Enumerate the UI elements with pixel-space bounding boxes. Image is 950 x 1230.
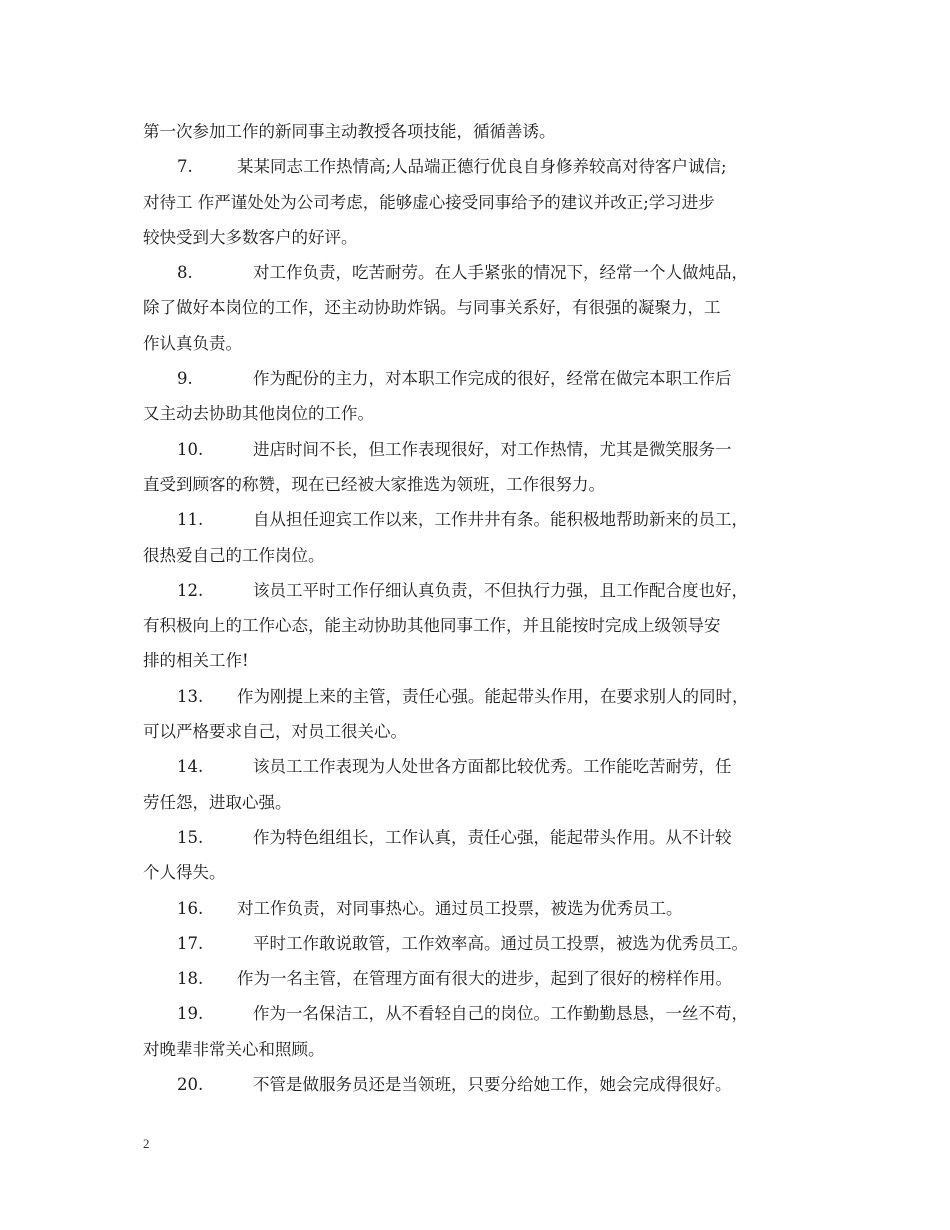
item-number: 7.: [177, 157, 193, 177]
item-number: 8.: [177, 263, 193, 283]
paragraph-line: [143, 1032, 808, 1067]
list-item-8: [143, 255, 808, 290]
list-item-18: [143, 961, 808, 996]
line-text: 较快受到大多数客户的好评。: [143, 227, 358, 247]
line-text: 作为特色组组长，工作认真，责任心强，能起带头作用。从不计较: [253, 827, 732, 847]
line-text: 除了做好本岗位的工作，还主动协助炸锅。与同事关系好，有很强的凝聚力，工: [143, 298, 721, 318]
item-number: 15.: [177, 827, 204, 847]
line-text: 作认真负责。: [143, 333, 242, 353]
page-number: 2: [143, 1136, 150, 1151]
item-number: 18.: [177, 969, 204, 989]
list-item-15: [143, 820, 808, 855]
line-text: 某某同志工作热情高;人品端正德行优良自身修养较高对待客户诚信;: [237, 157, 727, 177]
list-item-10: [143, 432, 808, 467]
item-number: 16.: [177, 898, 204, 918]
item-number: 11.: [177, 510, 204, 530]
item-number: 12.: [177, 580, 204, 600]
line-text: 个人得失。: [143, 863, 226, 883]
paragraph-line: [143, 326, 808, 361]
document-body: [143, 114, 808, 1102]
paragraph-line: [143, 290, 808, 325]
paragraph-line: [143, 538, 808, 573]
line-text: 又主动去协助其他岗位的工作。: [143, 404, 374, 424]
paragraph-line: [143, 785, 808, 820]
line-text: 进店时间不长，但工作表现很好，对工作热情，尤其是微笑服务一: [253, 439, 732, 459]
line-text: 劳任怨，进取心强。: [143, 792, 292, 812]
line-text: 第一次参加工作的新同事主动教授各项技能，循循善诱。: [143, 122, 556, 141]
line-text: 不管是做服务员还是当领班，只要分给她工作，她会完成得很好。: [253, 1075, 732, 1095]
item-number: 17.: [177, 933, 204, 953]
line-text: 作为配份的主力，对本职工作完成的很好，经常在做完本职工作后: [253, 369, 732, 389]
list-item-16: [143, 891, 808, 926]
list-item-19: [143, 996, 808, 1031]
item-number: 10.: [177, 439, 204, 459]
line-text: 自从担任迎宾工作以来，工作井井有条。能积极地帮助新来的员工，: [253, 510, 748, 530]
item-number: 13.: [177, 686, 204, 706]
line-text: 可以严格要求自己，对员工很关心。: [143, 722, 407, 742]
line-text: 有积极向上的工作心态，能主动协助其他同事工作，并且能按时完成上级领导安: [143, 616, 721, 636]
item-number: 14.: [177, 757, 204, 777]
line-text: 很热爱自己的工作岗位。: [143, 545, 325, 565]
list-item-13: [143, 679, 808, 714]
paragraph-line: [143, 185, 808, 220]
paragraph-line: [143, 643, 808, 678]
list-item-14: [143, 749, 808, 784]
line-text: 该员工平时工作仔细认真负责，不但执行力强，且工作配合度也好，: [253, 580, 748, 600]
list-item-7: [143, 149, 808, 184]
list-item-11: [143, 502, 808, 537]
line-text: 平时工作敢说敢管，工作效率高。通过员工投票，被选为优秀员工。: [253, 933, 748, 953]
line-text: 对工作负责，吃苦耐劳。在人手紧张的情况下，经常一个人做炖品，: [253, 263, 748, 283]
item-number: 19.: [177, 1004, 204, 1024]
paragraph-line: [143, 855, 808, 890]
list-item-20: [143, 1067, 808, 1102]
item-number: 9.: [177, 369, 193, 389]
line-text: 作为刚提上来的主管，责任心强。能起带头作用，在要求别人的同时，: [237, 686, 749, 706]
paragraph-line: [143, 396, 808, 431]
line-text: 直受到顾客的称赞，现在已经被大家推选为领班，工作很努力。: [143, 474, 605, 494]
paragraph-line: [143, 114, 808, 149]
line-text: 对工作负责，对同事热心。通过员工投票，被选为优秀员工。: [237, 898, 683, 918]
paragraph-line: [143, 714, 808, 749]
paragraph-line: [143, 220, 808, 255]
item-number: 20.: [177, 1075, 204, 1095]
line-text: 对待工 作严谨处处为公司考虑，能够虚心接受同事给予的建议并改正;学习进步: [143, 192, 715, 212]
line-text: 该员工工作表现为人处世各方面都比较优秀。工作能吃苦耐劳，任: [253, 757, 732, 777]
paragraph-line: [143, 467, 808, 502]
list-item-9: [143, 361, 808, 396]
list-item-12: [143, 573, 808, 608]
list-item-17: [143, 926, 808, 961]
line-text: 排的相关工作!: [143, 651, 249, 671]
line-text: 作为一名保洁工，从不看轻自己的岗位。工作勤勤恳恳，一丝不苟，: [253, 1004, 748, 1024]
line-text: 作为一名主管，在管理方面有很大的进步，起到了很好的榜样作用。: [237, 969, 732, 989]
paragraph-line: [143, 608, 808, 643]
line-text: 对晚辈非常关心和照顾。: [143, 1039, 325, 1059]
